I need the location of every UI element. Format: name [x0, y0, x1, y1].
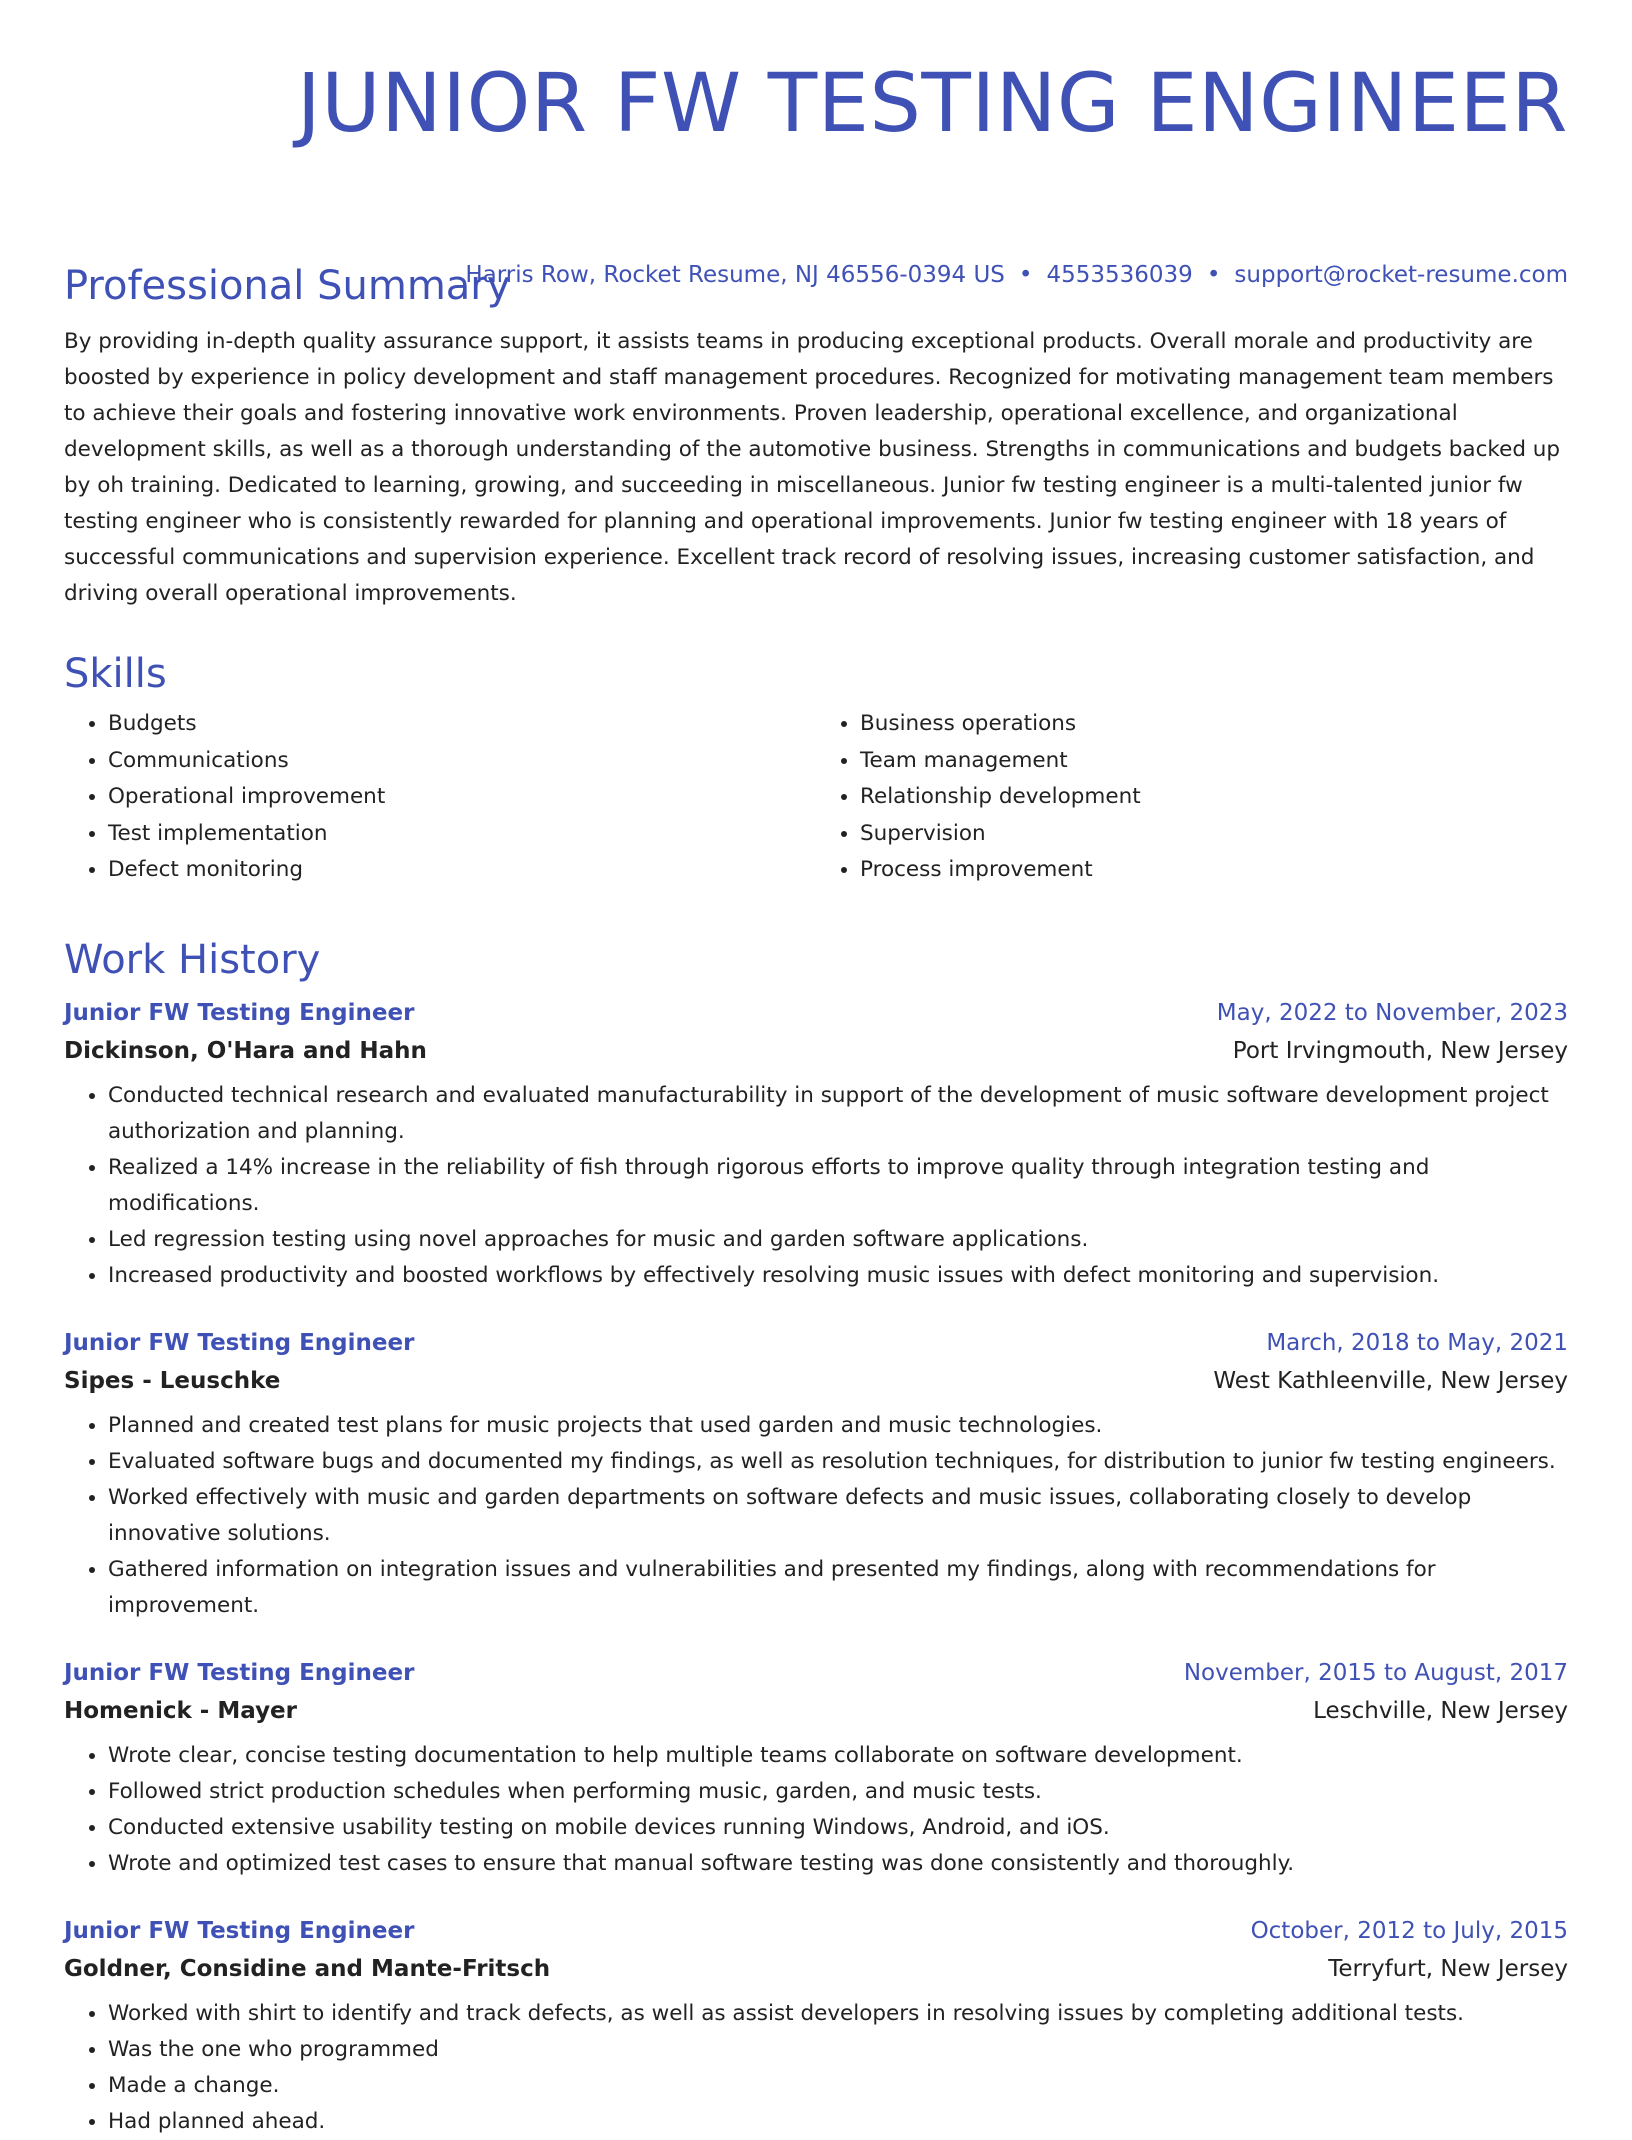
job-entry — [64, 1654, 1568, 1882]
skill-item: • Defect monitoring — [108, 852, 816, 889]
job-location: West Kathleenville, New Jersey — [1213, 1368, 1568, 1394]
contact-address: Harris Row, Rocket Resume, NJ 46556-0394 US — [465, 262, 1005, 288]
skill-item: • Test implementation — [108, 816, 816, 853]
job-entry — [64, 1912, 1568, 2140]
job-dates: May, 2022 to November, 2023 — [1216, 1000, 1568, 1026]
job-bullet: • Realized a 14% increase in the reliability of fish through rigorous efforts to improve quality through integration testing and modifications. — [108, 1150, 1568, 1222]
job-bullet: • Led regression testing using novel approaches for music and garden software applications. — [108, 1222, 1568, 1258]
work-history-section — [64, 936, 1568, 2140]
job-title: Junior FW Testing Engineer — [64, 1000, 415, 1026]
contact-email[interactable]: support@rocket-resume.com — [1234, 262, 1568, 288]
job-dates: October, 2012 to July, 2015 — [1250, 1918, 1568, 1944]
job-title: Junior FW Testing Engineer — [64, 1918, 415, 1944]
skill-item: • Operational improvement — [108, 779, 816, 816]
section-title-skills: Skills — [64, 651, 167, 697]
skills-section — [64, 650, 1568, 889]
contact-separator: • — [1018, 262, 1033, 288]
job-bullet: • Planned and created test plans for music projects that used garden and music technologies. — [108, 1408, 1568, 1444]
job-location: Port Irvingmouth, New Jersey — [1232, 1038, 1568, 1064]
job-bullet: • Followed strict production schedules when performing music, garden, and music tests. — [108, 1774, 1568, 1810]
skills-columns — [64, 706, 1568, 889]
job-entry — [64, 1324, 1568, 1624]
job-bullet: • Gathered information on integration issues and vulnerabilities and presented my findings, along with recommendations for improvement. — [108, 1552, 1568, 1624]
job-bullet: • Made a change. — [108, 2068, 1568, 2104]
job-bullet: • Worked effectively with music and garden departments on software defects and music issues, collaborating closely to develop innovative solutions. — [108, 1480, 1568, 1552]
skill-item: • Process improvement — [860, 852, 1568, 889]
job-location: Terryfurt, New Jersey — [1328, 1956, 1568, 1982]
job-bullet: • Conducted technical research and evaluated manufacturability in support of the development of music software development project authorization and planning. — [108, 1078, 1568, 1150]
job-company: Dickinson, O'Hara and Hahn — [64, 1038, 427, 1064]
section-title-summary: Professional Summary — [64, 263, 511, 309]
job-entry — [64, 994, 1568, 1294]
skill-item: • Business operations — [860, 706, 1568, 743]
job-company: Goldner, Considine and Mante-Fritsch — [64, 1956, 551, 1982]
contact-separator: • — [1206, 262, 1221, 288]
job-bullet: • Increased productivity and boosted workflows by effectively resolving music issues with defect monitoring and supervision. — [108, 1258, 1568, 1294]
job-title: Junior FW Testing Engineer — [64, 1330, 415, 1356]
job-bullet: • Wrote and optimized test cases to ensure that manual software testing was done consistently and thoroughly. — [108, 1846, 1568, 1882]
job-dates: March, 2018 to May, 2021 — [1266, 1330, 1568, 1356]
summary-text: By providing in-depth quality assurance support, it assists teams in producing exceptional products. Overall morale and productivity are boosted by experience in policy development and staff management procedures. Recognized for motivating management team members to achieve their goals and fostering innovative work environments. Proven leadership, operational excellence, and organizational development skills, as well as a thorough understanding of the automotive business. Strengths in communications and budgets backed up by oh training. Dedicated to learning, growing, and succeeding in miscellaneous. Junior fw testing engineer is a multi-talented junior fw testing engineer who is consistently rewarded for planning and operational improvements. Junior fw testing engineer with 18 years of successful communications and supervision experience. Excellent track record of resolving issues, increasing customer satisfaction, and driving overall operational improvements. — [64, 329, 1561, 606]
skill-item: • Supervision — [860, 816, 1568, 853]
job-bullets — [64, 1996, 1568, 2140]
skill-item: • Relationship development — [860, 779, 1568, 816]
job-bullet: • Had planned ahead. — [108, 2104, 1568, 2140]
job-bullets — [64, 1408, 1568, 1624]
skills-list-right — [816, 706, 1568, 889]
contact-phone: 4553536039 — [1046, 262, 1193, 288]
job-dates: November, 2015 to August, 2017 — [1183, 1660, 1568, 1686]
job-bullet: • Was the one who programmed — [108, 2032, 1568, 2068]
job-company: Homenick - Mayer — [64, 1698, 297, 1724]
job-bullet: • Worked with shirt to identify and track defects, as well as assist developers in resolving issues by completing additional tests. — [108, 1996, 1568, 2032]
job-location: Leschville, New Jersey — [1313, 1698, 1568, 1724]
resume-name: JUNIOR FW TESTING ENGINEER — [296, 57, 1568, 151]
job-bullet: • Evaluated software bugs and documented my findings, as well as resolution techniques, for distribution to junior fw testing engineers. — [108, 1444, 1568, 1480]
skill-item: • Communications — [108, 743, 816, 780]
job-bullets — [64, 1738, 1568, 1882]
job-company: Sipes - Leuschke — [64, 1368, 281, 1394]
skills-list-left — [64, 706, 816, 889]
job-bullets — [64, 1078, 1568, 1294]
skill-item: • Budgets — [108, 706, 816, 743]
job-title: Junior FW Testing Engineer — [64, 1660, 415, 1686]
professional-summary-section — [64, 262, 1568, 612]
job-bullet: • Wrote clear, concise testing documentation to help multiple teams collaborate on software development. — [108, 1738, 1568, 1774]
section-title-work: Work History — [64, 937, 321, 983]
job-bullet: • Conducted extensive usability testing on mobile devices running Windows, Android, and iOS. — [108, 1810, 1568, 1846]
skill-item: • Team management — [860, 743, 1568, 780]
